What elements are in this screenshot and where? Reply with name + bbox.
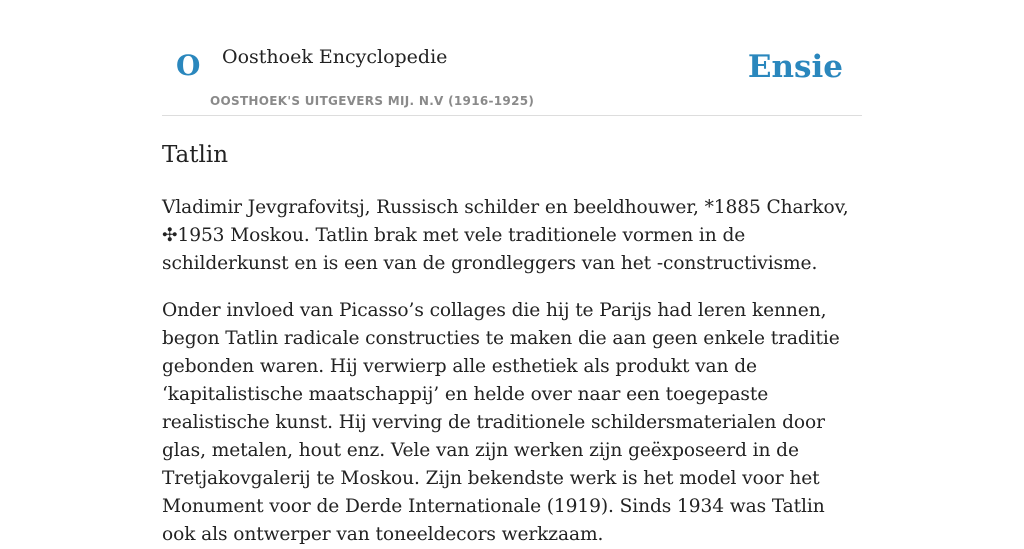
site-header	[162, 0, 862, 116]
brand-logo[interactable]: Ensie	[747, 49, 843, 85]
page-container	[162, 0, 862, 549]
site-logo-icon[interactable]: O	[176, 49, 201, 82]
article-title: Tatlin	[162, 142, 229, 168]
site-title[interactable]: Oosthoek Encyclopedie	[222, 46, 448, 68]
article-body	[162, 194, 862, 549]
article-paragraph: Onder invloed van Picasso’s collages die hij te Parijs had leren kennen, begon Tatlin radicale constructies te maken die aan geen enkele traditie gebonden waren. Hij verwierp alle esthetiek als produkt van de ‘kapitalistische maatschappij’ en helde over naar een toegepaste realistische kunst. Hij verving de traditionele schildersmaterialen door glas, metalen, hout enz. Vele van zijn werken zijn geëxposeerd in de Tretjakovgalerij te Moskou. Zijn bekendste werk is het model voor het Monument voor de Derde Internationale (1919). Sinds 1934 was Tatlin ook als ontwerper van toneeldecors werkzaam.	[162, 299, 840, 545]
article-paragraph: Vladimir Jevgrafovitsj, Russisch schilder en beeldhouwer, *1885 Charkov, ✣1953 Moskou. Tatlin brak met vele traditionele vormen in de schilderkunst en is een van de grondleggers van het -constructivisme.	[162, 196, 849, 274]
site-subtitle: OOSTHOEK'S UITGEVERS MIJ. N.V (1916-1925)	[210, 94, 535, 108]
